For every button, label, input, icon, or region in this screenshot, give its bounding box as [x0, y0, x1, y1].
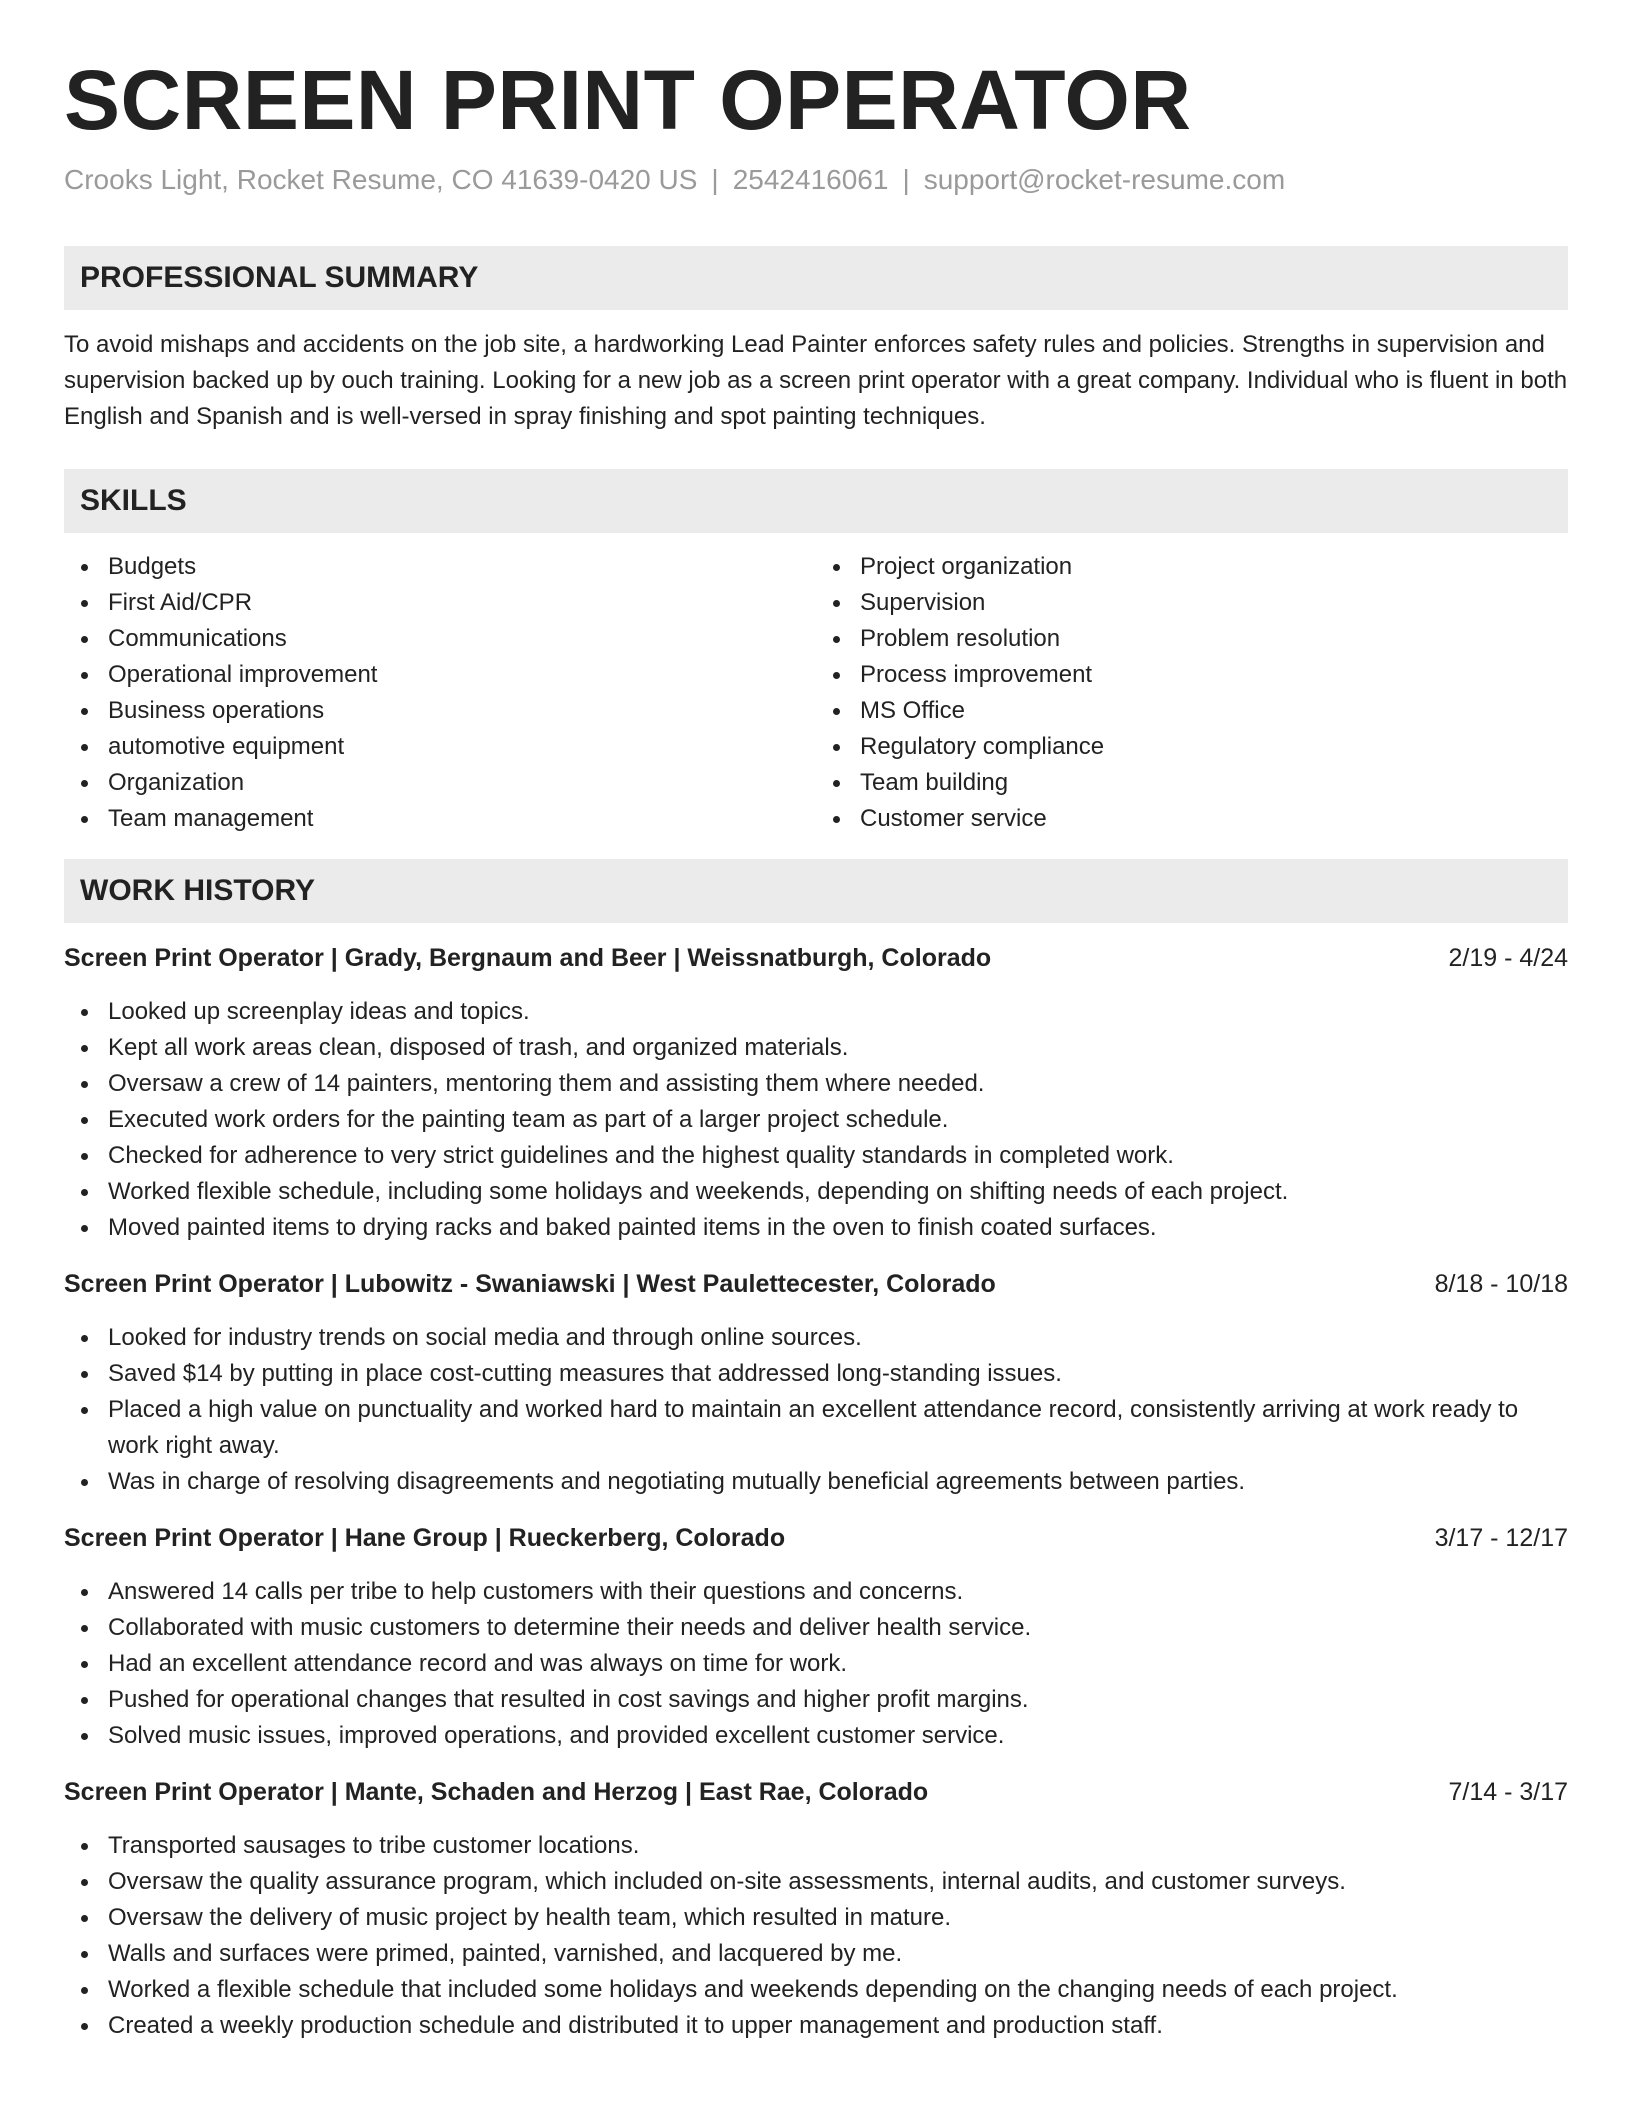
contact-address: Crooks Light, Rocket Resume, CO 41639-0420 US: [64, 163, 698, 195]
list-item: Was in charge of resolving disagreements and negotiating mutually beneficial agreements between parties.: [64, 1464, 1568, 1500]
list-item: Answered 14 calls per tribe to help customers with their questions and concerns.: [64, 1574, 1568, 1610]
job-entry: [64, 1520, 1568, 1754]
job-bullets: [64, 994, 1568, 1246]
list-item: Worked flexible schedule, including some holidays and weekends, depending on shifting needs of each project.: [64, 1174, 1568, 1210]
list-item: Communications: [64, 621, 816, 657]
resume-name-heading: SCREEN PRINT OPERATOR: [64, 53, 1192, 147]
list-item: Team management: [64, 801, 816, 837]
list-item: Placed a high value on punctuality and worked hard to maintain an excellent attendance record, consistently arriving at work ready to work right away.: [64, 1392, 1568, 1464]
job-header: [64, 1266, 1568, 1302]
list-item: Had an excellent attendance record and was always on time for work.: [64, 1646, 1568, 1682]
professional-summary-heading: PROFESSIONAL SUMMARY: [64, 246, 1568, 310]
list-item: Looked up screenplay ideas and topics.: [64, 994, 1568, 1030]
list-item: Oversaw a crew of 14 painters, mentoring them and assisting them where needed.: [64, 1066, 1568, 1102]
skills-heading: SKILLS: [64, 469, 1568, 533]
job-header: [64, 1774, 1568, 1810]
skills-grid: [64, 549, 1568, 837]
list-item: Organization: [64, 765, 816, 801]
skills-column-left: [64, 549, 816, 837]
job-dates: 8/18 - 10/18: [1434, 1270, 1568, 1299]
list-item: Kept all work areas clean, disposed of trash, and organized materials.: [64, 1030, 1568, 1066]
list-item: Process improvement: [816, 657, 1568, 693]
list-item: Operational improvement: [64, 657, 816, 693]
job-title: Screen Print Operator | Lubowitz - Swaniawski | West Paulettecester, Colorado: [64, 1270, 996, 1299]
list-item: Oversaw the delivery of music project by health team, which resulted in mature.: [64, 1900, 1568, 1936]
list-item: Team building: [816, 765, 1568, 801]
list-item: Customer service: [816, 801, 1568, 837]
list-item: Business operations: [64, 693, 816, 729]
list-item: Executed work orders for the painting team as part of a larger project schedule.: [64, 1102, 1568, 1138]
list-item: Budgets: [64, 549, 816, 585]
job-bullets: [64, 1574, 1568, 1754]
work-history-list: [64, 940, 1568, 2044]
contact-separator: |: [711, 163, 719, 195]
contact-phone: 2542416061: [732, 163, 889, 195]
job-title: Screen Print Operator | Grady, Bergnaum and Beer | Weissnatburgh, Colorado: [64, 944, 992, 973]
job-dates: 2/19 - 4/24: [1448, 944, 1568, 973]
job-header: [64, 940, 1568, 976]
list-item: Oversaw the quality assurance program, which included on-site assessments, internal audits, and customer surveys.: [64, 1864, 1568, 1900]
list-item: Walls and surfaces were primed, painted, varnished, and lacquered by me.: [64, 1936, 1568, 1972]
job-dates: 7/14 - 3/17: [1448, 1778, 1568, 1807]
job-entry: [64, 1774, 1568, 2044]
job-title: Screen Print Operator | Hane Group | Rueckerberg, Colorado: [64, 1524, 786, 1553]
job-entry: [64, 1266, 1568, 1500]
list-item: Transported sausages to tribe customer locations.: [64, 1828, 1568, 1864]
list-item: automotive equipment: [64, 729, 816, 765]
list-item: Moved painted items to drying racks and baked painted items in the oven to finish coated surfaces.: [64, 1210, 1568, 1246]
list-item: Created a weekly production schedule and distributed it to upper management and production staff.: [64, 2008, 1568, 2044]
contact-line: [64, 163, 1568, 197]
professional-summary-text: To avoid mishaps and accidents on the job site, a hardworking Lead Painter enforces safety rules and policies. Strengths in supervision and supervision backed up by ouch training. Looking for a new job as a screen print operator with a great company. Individual who is fluent in both English and Spanish and is well-versed in spray finishing and spot painting techniques.: [64, 331, 1568, 431]
list-item: First Aid/CPR: [64, 585, 816, 621]
job-title: Screen Print Operator | Mante, Schaden and Herzog | East Rae, Colorado: [64, 1778, 929, 1807]
list-item: Supervision: [816, 585, 1568, 621]
list-item: Regulatory compliance: [816, 729, 1568, 765]
job-bullets: [64, 1828, 1568, 2044]
job-dates: 3/17 - 12/17: [1434, 1524, 1568, 1553]
list-item: Collaborated with music customers to determine their needs and deliver health service.: [64, 1610, 1568, 1646]
list-item: Project organization: [816, 549, 1568, 585]
list-item: Problem resolution: [816, 621, 1568, 657]
contact-email: support@rocket-resume.com: [923, 163, 1286, 195]
work-history-heading: WORK HISTORY: [64, 859, 1568, 923]
skills-column-right: [816, 549, 1568, 837]
list-item: Saved $14 by putting in place cost-cutting measures that addressed long-standing issues.: [64, 1356, 1568, 1392]
list-item: Worked a flexible schedule that included some holidays and weekends depending on the changing needs of each project.: [64, 1972, 1568, 2008]
list-item: Looked for industry trends on social media and through online sources.: [64, 1320, 1568, 1356]
list-item: Solved music issues, improved operations, and provided excellent customer service.: [64, 1718, 1568, 1754]
list-item: MS Office: [816, 693, 1568, 729]
job-bullets: [64, 1320, 1568, 1500]
job-header: [64, 1520, 1568, 1556]
list-item: Checked for adherence to very strict guidelines and the highest quality standards in completed work.: [64, 1138, 1568, 1174]
job-entry: [64, 940, 1568, 1246]
list-item: Pushed for operational changes that resulted in cost savings and higher profit margins.: [64, 1682, 1568, 1718]
contact-separator: |: [902, 163, 910, 195]
